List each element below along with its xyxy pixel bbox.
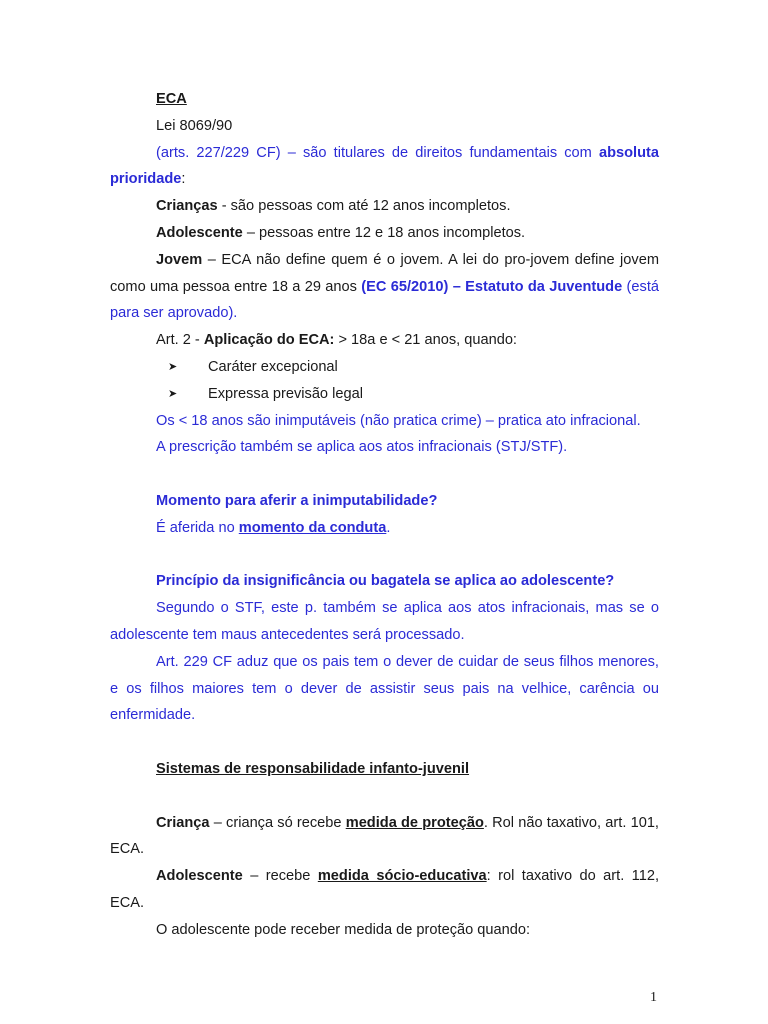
adolescente-sys-mid: – recebe xyxy=(242,868,318,885)
adolescente-term: Adolescente xyxy=(156,224,243,241)
spacer xyxy=(110,729,659,756)
document-page xyxy=(110,86,659,944)
momento-bold: momento da conduta xyxy=(238,519,387,536)
arrow-bullet-icon: ➤ xyxy=(168,360,178,373)
doc-title: ECA xyxy=(156,91,187,107)
inimputaveis-paragraph: Os < 18 anos são inimputáveis (não pratica crime) – pratica ato infracional. xyxy=(156,412,641,429)
adolescente-paragraph xyxy=(110,220,659,247)
principio-question: Princípio da insignificância ou bagatela se aplica ao adolescente? xyxy=(156,573,615,590)
bullet-text: Caráter excepcional xyxy=(208,358,338,375)
adolescente-text: – pessoas entre 12 e 18 anos incompletos. xyxy=(242,224,526,241)
momento-suffix: . xyxy=(386,519,391,536)
art2-paragraph xyxy=(110,327,659,354)
arrow-bullet-icon: ➤ xyxy=(168,387,178,400)
arts-prefix: (arts. 227/229 CF) – são titulares de direitos fundamentais com xyxy=(156,144,599,161)
adolescente-sys-paragraph xyxy=(110,863,659,917)
momento-answer xyxy=(110,515,659,542)
bullet-item xyxy=(110,354,659,381)
sistemas-title: Sistemas de responsabilidade infanto-juvenil xyxy=(156,760,470,777)
spacer xyxy=(110,461,659,488)
crianca-sys-mid: – criança só recebe xyxy=(209,814,346,831)
adolescente-sys-tail: : rol taxativo do art. 112, ECA. xyxy=(110,868,659,911)
art2-suffix: > 18a e < 21 anos, quando: xyxy=(334,332,517,349)
adolescente-sys-measure: medida sócio-educativa xyxy=(317,868,487,885)
spacer xyxy=(110,542,659,569)
art2-bold: Aplicação do ECA: xyxy=(203,332,335,349)
crianca-sys-tail: . Rol não taxativo, art. 101, ECA. xyxy=(110,814,659,858)
jovem-text: – ECA não define quem é o jovem. A lei do pro-jovem define jovem como uma pessoa entre 18 a 29 anos xyxy=(110,251,659,295)
adolescente-sys-term: Adolescente xyxy=(156,868,243,885)
crianca-sys-paragraph xyxy=(110,810,659,864)
criancas-paragraph xyxy=(110,193,659,220)
momento-question: Momento para aferir a inimputabilidade? xyxy=(156,492,438,509)
jovem-tail: (está para ser aprovado). xyxy=(110,278,659,322)
bullet-text: Expressa previsão legal xyxy=(208,385,363,402)
art229-paragraph: Art. 229 CF aduz que os pais tem o dever de cuidar de seus filhos menores, e os filhos maiores tem o dever de assistir seus pais na velhice, carência ou enfermidade. xyxy=(110,653,659,724)
momento-prefix: É aferida no xyxy=(156,519,239,536)
crianca-sys-measure: medida de proteção xyxy=(345,814,484,831)
law-number: Lei 8069/90 xyxy=(156,117,233,134)
bullet-item xyxy=(110,381,659,408)
jovem-ref: (EC 65/2010) – Estatuto da Juventude xyxy=(361,278,623,295)
crianca-sys-term: Criança xyxy=(156,814,210,831)
spacer xyxy=(110,783,659,810)
criancas-text: - são pessoas com até 12 anos incompletos. xyxy=(217,198,511,215)
jovem-term: Jovem xyxy=(156,251,203,268)
page-number: 1 xyxy=(650,990,657,1005)
arts-paragraph xyxy=(110,140,659,194)
prescricao-paragraph: A prescrição também se aplica aos atos infracionais (STJ/STF). xyxy=(156,439,568,456)
art2-prefix: Art. 2 - xyxy=(156,332,204,349)
principio-answer: Segundo o STF, este p. também se aplica aos atos infracionais, mas se o adolescente tem maus antecedentes será processado. xyxy=(110,600,659,643)
arts-suffix: : xyxy=(181,171,186,188)
criancas-term: Crianças xyxy=(156,198,218,215)
arts-bold: absoluta prioridade xyxy=(110,144,659,188)
jovem-paragraph xyxy=(110,247,659,327)
last-line: O adolescente pode receber medida de proteção quando: xyxy=(156,921,531,938)
